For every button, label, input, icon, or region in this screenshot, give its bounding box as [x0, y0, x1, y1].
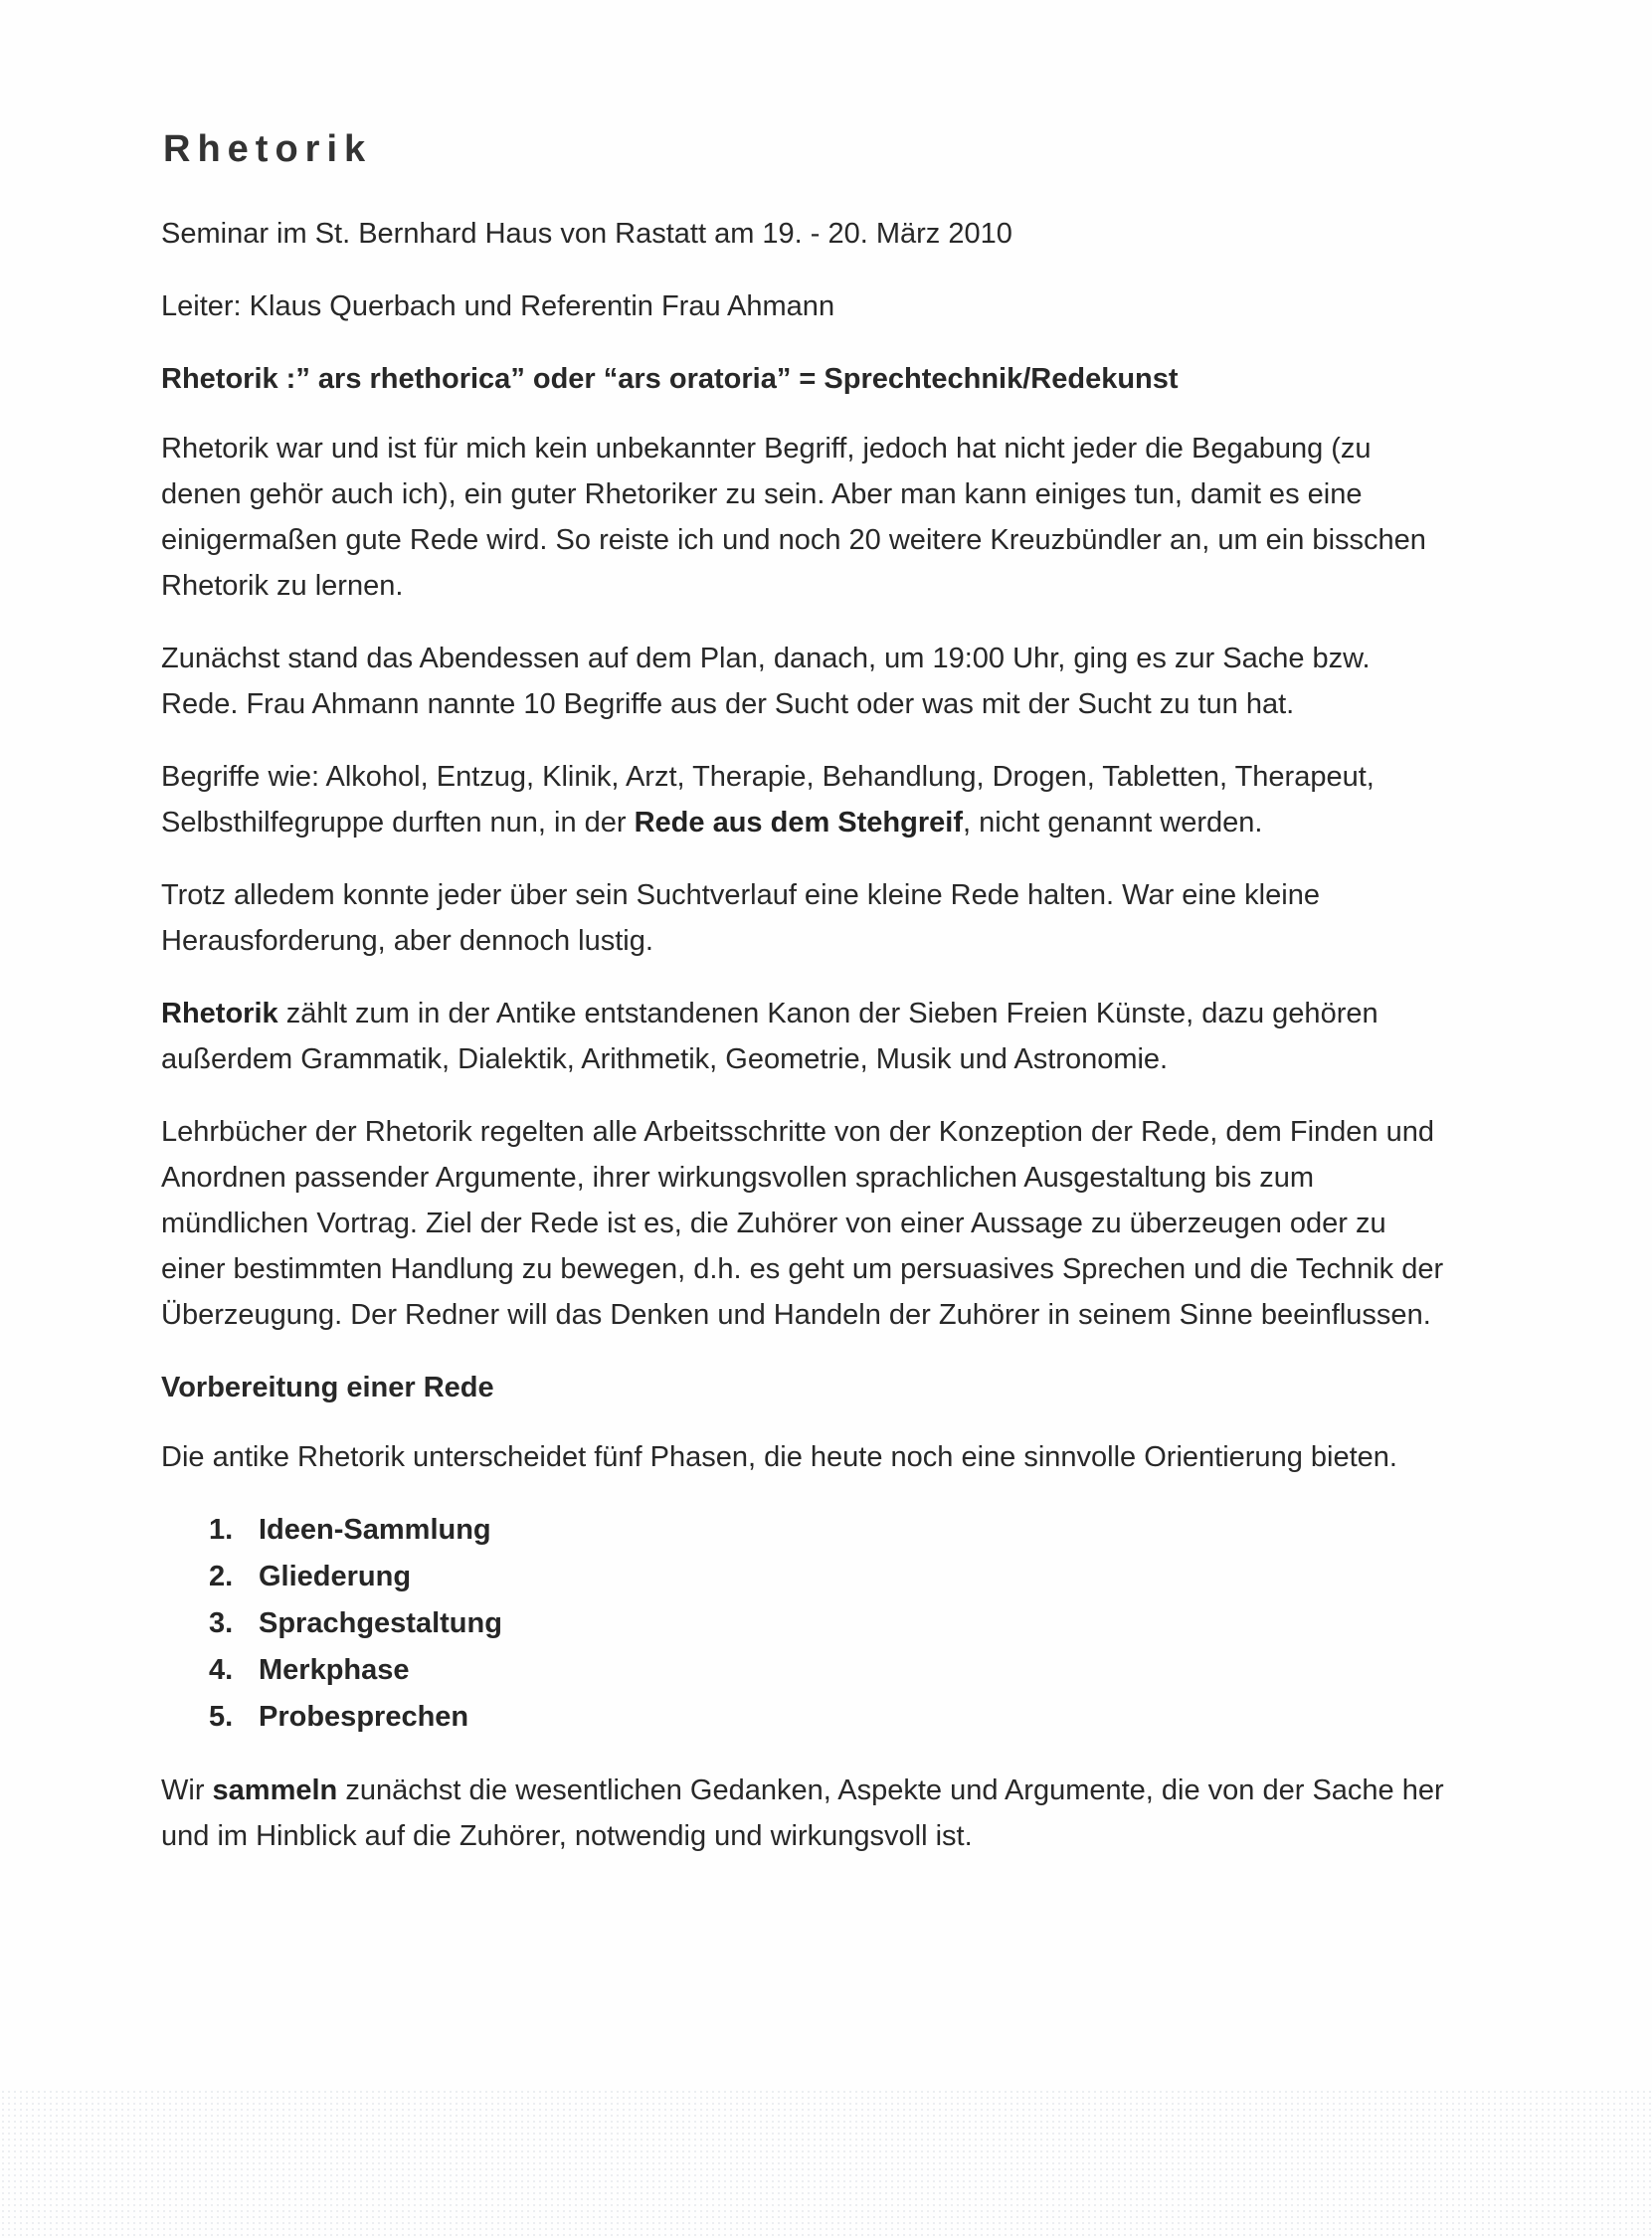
scan-texture — [0, 2089, 1652, 2238]
sammeln-bold: sammeln — [212, 1773, 338, 1806]
paragraph-trotz: Trotz alledem konnte jeder über sein Suchtverlauf eine kleine Rede halten. War eine kleine Herausforderung, aber dennoch lustig. — [161, 878, 1320, 957]
list-label: Probesprechen — [259, 1700, 469, 1733]
list-label: Gliederung — [259, 1560, 412, 1592]
paragraph-sammeln — [161, 1768, 1454, 1859]
list-item — [209, 1554, 1454, 1600]
paragraph-kanon — [161, 991, 1454, 1082]
section-heading: Vorbereitung einer Rede — [161, 1371, 494, 1403]
paragraph-intro: Rhetorik war und ist für mich kein unbekannter Begriff, jedoch hat nicht jeder die Begabung (zu denen gehör auch ich), ein guter Rhetoriker zu sein. Aber man kann einiges tun, damit es eine einigermaßen gute Rede wird. So reiste ich und noch 20 weitere Kreuzbündler an, um ein bisschen Rhetorik zu lernen. — [161, 432, 1426, 602]
rhetorik-bold: Rhetorik — [161, 997, 278, 1029]
list-label: Ideen-Sammlung — [259, 1513, 491, 1546]
definition-heading: Rhetorik :” ars rhethorica” oder “ars oratoria” = Sprechtechnik/Redekunst — [161, 362, 1179, 395]
paragraph-lehrbuecher: Lehrbücher der Rhetorik regelten alle Arbeitsschritte von der Konzeption der Rede, dem Finden und Anordnen passender Argumente, ihrer wirkungsvollen sprachlichen Ausgestaltung bis zum mündlichen Vortrag. Ziel der Rede ist es, die Zuhörer von einer Aussage zu überzeugen oder zu einer bestimmten Handlung zu bewegen, d.h. es geht um persuasives Sprechen und die Technik der Überzeugung. Der Redner will das Denken und Handeln der Zuhörer in seinem Sinne beeinflussen. — [161, 1115, 1444, 1331]
kanon-text: zählt zum in der Antike entstandenen Kanon der Sieben Freien Künste, dazu gehören außerdem Grammatik, Dialektik, Arithmetik, Geometrie, Musik und Astronomie. — [161, 997, 1378, 1075]
paragraph-phasen: Die antike Rhetorik unterscheidet fünf Phasen, die heute noch eine sinnvolle Orientierung bieten. — [161, 1440, 1397, 1473]
document-body — [161, 127, 1454, 1886]
begriffe-text: Begriffe wie: Alkohol, Entzug, Klinik, Arzt, Therapie, Behandlung, Drogen, Tabletten, Therapeut, Selbsthilfegruppe durften nun, in der — [161, 760, 1375, 839]
phases-list — [161, 1507, 1454, 1741]
sammeln-text: Wir — [161, 1773, 213, 1806]
document-title: Rhetorik — [163, 128, 373, 170]
list-item — [209, 1647, 1454, 1694]
list-item — [209, 1507, 1454, 1554]
begriffe-text-end: , nicht genannt werden. — [962, 806, 1263, 839]
paragraph-begriffe — [161, 754, 1454, 845]
list-number: 3. — [209, 1606, 234, 1639]
list-item — [209, 1600, 1454, 1647]
list-label: Sprachgestaltung — [259, 1606, 502, 1639]
sammeln-text-end: zunächst die wesentlichen Gedanken, Aspekte und Argumente, die von der Sache her und im Hinblick auf die Zuhörer, notwendig und wirkungsvoll ist. — [161, 1773, 1444, 1852]
stehgreif-bold: Rede aus dem Stehgreif — [634, 806, 963, 839]
list-number: 1. — [209, 1513, 234, 1546]
list-number: 4. — [209, 1653, 234, 1686]
list-number: 5. — [209, 1700, 234, 1733]
list-number: 2. — [209, 1560, 234, 1592]
seminar-info: Seminar im St. Bernhard Haus von Rastatt am 19. - 20. März 2010 — [161, 217, 1012, 250]
paragraph-evening: Zunächst stand das Abendessen auf dem Plan, danach, um 19:00 Uhr, ging es zur Sache bzw. Rede. Frau Ahmann nannte 10 Begriffe aus der Sucht oder was mit der Sucht zu tun hat. — [161, 642, 1371, 720]
list-item — [209, 1694, 1454, 1741]
list-label: Merkphase — [259, 1653, 410, 1686]
leiter-info: Leiter: Klaus Querbach und Referentin Frau Ahmann — [161, 289, 835, 322]
